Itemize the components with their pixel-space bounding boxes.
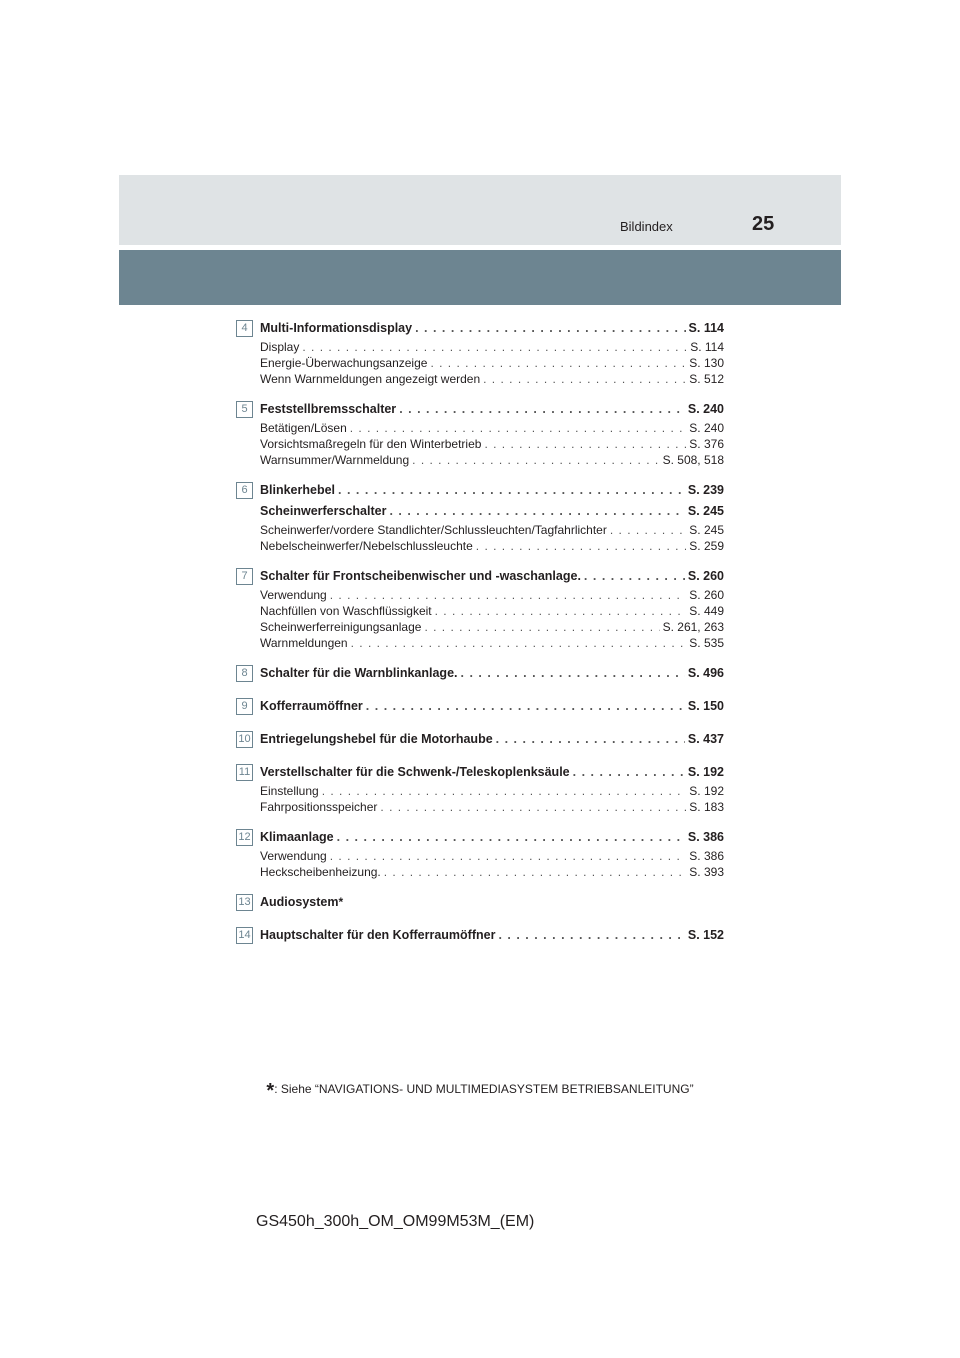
page-reference: S. 245 [687,504,724,518]
dot-leader [389,501,684,522]
entry-label: Display [260,340,300,354]
entry-label: Schalter für die Warnblinkanlage. [260,666,458,680]
entry-label: Wenn Warnmeldungen angezeigt werden [260,372,481,386]
entry-label: Energie-Überwachungsanzeige [260,356,428,370]
dot-leader [496,729,685,750]
page-reference: S. 130 [689,356,724,370]
page-reference: S. 259 [689,539,724,553]
dot-leader [610,522,686,538]
entry-label: Warnsummer/Warnmeldung [260,453,410,467]
entry-label: Multi-Informationsdisplay [260,321,413,335]
index-entry-main[interactable] [260,925,724,946]
index-section [236,925,724,946]
page-reference: S. 192 [687,765,724,779]
page-reference: S. 449 [689,604,724,618]
index-section [236,480,724,554]
index-entry-main[interactable] [260,501,724,522]
index-entry-sub[interactable] [260,783,724,799]
footnote [0,1080,960,1103]
index-section [236,892,724,913]
page-reference: S. 192 [689,784,724,798]
index-entry-sub[interactable] [260,587,724,603]
entry-label: Entriegelungshebel für die Motorhaube [260,732,493,746]
index-entry-main[interactable] [260,762,724,783]
index-entry-sub[interactable] [260,619,724,635]
index-entry-main[interactable] [260,696,724,717]
page-reference: S. 376 [689,437,724,451]
index-entry-sub[interactable] [260,420,724,436]
entry-label: Scheinwerferreinigungsanlage [260,620,422,634]
page-reference: S. 239 [687,483,724,497]
page-reference: S. 496 [687,666,724,680]
entry-label: Einstellung [260,784,319,798]
index-entry-main[interactable] [260,827,724,848]
page-reference: S. 386 [689,849,724,863]
entry-label: Verstellschalter für die Schwenk-/Teleskoplenksäule [260,765,570,779]
index-section [236,696,724,717]
section-number-marker: 12 [236,829,253,846]
page-reference: S. 535 [689,636,724,650]
entry-label: Kofferraumöffner [260,699,363,713]
entry-label: Nebelscheinwerfer/Nebelschlussleuchte [260,539,473,553]
dot-leader [412,452,659,468]
index-entry-sub[interactable] [260,436,724,452]
index-entry-sub[interactable] [260,538,724,554]
index-entry-sub[interactable] [260,635,724,651]
section-number-marker: 14 [236,927,253,944]
section-title: Bildindex [620,219,673,234]
page-reference: S. 260 [687,569,724,583]
index-section [236,729,724,750]
dot-leader [330,587,687,603]
index-entry-sub[interactable] [260,799,724,815]
page-reference: S. 508, 518 [662,453,724,467]
entry-label: Verwendung [260,849,327,863]
index-entry-sub[interactable] [260,452,724,468]
section-number-marker: 6 [236,482,253,499]
entry-label: Schalter für Frontscheibenwischer und -waschanlage. [260,569,581,583]
dot-leader [484,436,686,452]
dot-leader [330,848,687,864]
index-entry-main[interactable] [260,566,724,587]
dot-leader [424,619,659,635]
entry-label: Warnmeldungen [260,636,348,650]
header-color-bar [119,250,841,305]
dot-leader [584,566,685,587]
page-reference: S. 245 [689,523,724,537]
index-section [236,318,724,387]
dot-leader [337,827,685,848]
section-number-marker: 13 [236,894,253,911]
dot-leader [350,420,687,436]
dot-leader [322,783,687,799]
page-reference: S. 260 [689,588,724,602]
entry-label: Scheinwerfer/vordere Standlichter/Schlussleuchten/Tagfahrlichter [260,523,607,537]
index-entry-main[interactable] [260,399,724,420]
page-reference: S. 386 [687,830,724,844]
page-reference: S. 240 [687,402,724,416]
entry-label: Blinkerhebel [260,483,336,497]
dot-leader [415,318,685,339]
index-entry-sub[interactable] [260,355,724,371]
entry-label: Nachfüllen von Waschflüssigkeit [260,604,432,618]
page-reference: S. 393 [689,865,724,879]
index-section [236,827,724,880]
index-section [236,399,724,468]
dot-leader [302,339,687,355]
entry-label: Scheinwerferschalter [260,504,387,518]
index-section [236,663,724,684]
section-number-marker: 7 [236,568,253,585]
entry-label: Hauptschalter für den Kofferraumöffner [260,928,496,942]
dot-leader [384,864,687,880]
index-entry-sub[interactable] [260,522,724,538]
dot-leader [483,371,686,387]
section-number-marker: 9 [236,698,253,715]
entry-label: Betätigen/Lösen [260,421,347,435]
entry-label: Feststellbremsschalter [260,402,397,416]
index-entry-sub[interactable] [260,848,724,864]
section-number-marker: 4 [236,320,253,337]
dot-leader [573,762,685,783]
entry-label: Audiosystem [260,895,339,909]
entry-label: Vorsichtsmaßregeln für den Winterbetrieb [260,437,482,451]
page-reference: S. 114 [688,321,724,335]
footnote-mark: * [266,1080,275,1102]
index-entry-sub[interactable] [260,371,724,387]
dot-leader [399,399,685,420]
dot-leader [430,355,686,371]
index-entry-main[interactable]: Audiosystem * [260,892,724,913]
dot-leader [366,696,685,717]
section-number-marker: 5 [236,401,253,418]
index-entry-main[interactable] [260,480,724,501]
page-reference: S. 150 [687,699,724,713]
dot-leader [338,480,685,501]
section-number-marker: 10 [236,731,253,748]
dot-leader [380,799,686,815]
page-reference: S. 512 [689,372,724,386]
dot-leader [351,635,687,651]
footnote-text: : Siehe “NAVIGATIONS- UND MULTIMEDIASYSTEM BETRIEBSANLEITUNG” [274,1082,694,1096]
index-entry-main[interactable] [260,729,724,750]
entry-label: Verwendung [260,588,327,602]
dot-leader [498,925,684,946]
document-id: GS450h_300h_OM_OM99M53M_(EM) [256,1213,535,1230]
index-entry-main[interactable] [260,663,724,684]
index-section [236,566,724,651]
page-reference: S. 183 [689,800,724,814]
entry-label: Heckscheibenheizung. [260,865,381,879]
index-section [236,762,724,815]
dot-leader [435,603,687,619]
section-number-marker: 11 [236,764,253,781]
header-top-band [119,175,841,245]
page-reference: S. 152 [687,928,724,942]
index-list [236,318,724,958]
page-reference: S. 240 [689,421,724,435]
index-entry-sub[interactable] [260,603,724,619]
page-reference: S. 261, 263 [662,620,724,634]
dot-leader [476,538,687,554]
page-reference: S. 114 [690,340,724,354]
index-entry-sub[interactable] [260,864,724,880]
entry-label: Fahrpositionsspeicher [260,800,378,814]
dot-leader [461,663,685,684]
index-entry-main[interactable] [260,318,724,339]
index-entry-sub[interactable] [260,339,724,355]
page-reference: S. 437 [687,732,724,746]
entry-label: Klimaanlage [260,830,334,844]
section-number-marker: 8 [236,665,253,682]
page-number: 25 [752,213,775,235]
